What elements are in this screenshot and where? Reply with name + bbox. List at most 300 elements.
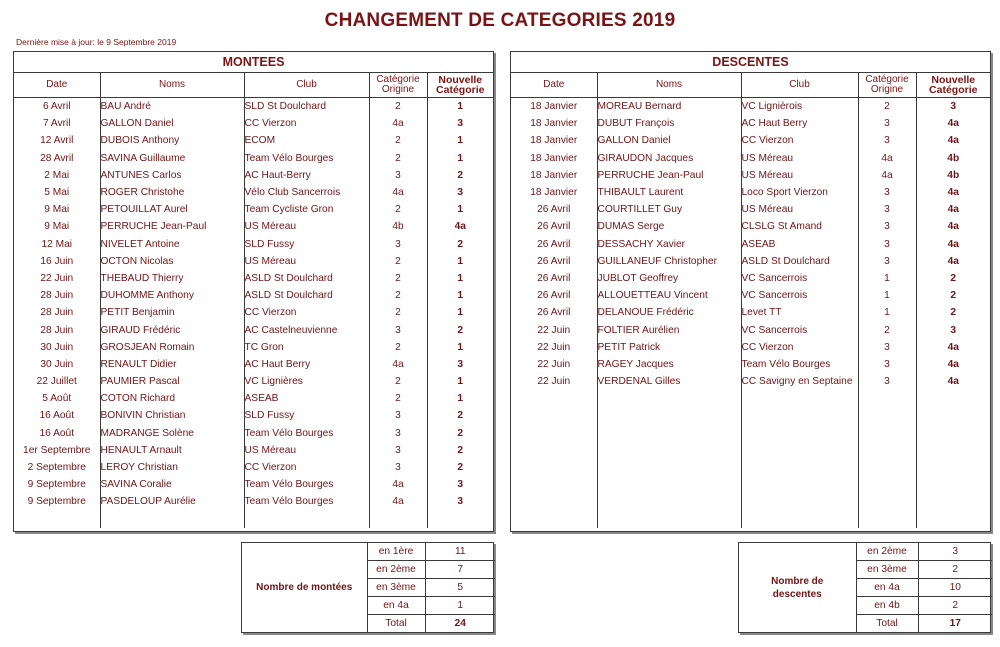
empty-cell [511, 511, 597, 528]
table-row [14, 287, 493, 304]
table-row [14, 339, 493, 356]
row-category-origin: 4a [858, 167, 916, 184]
table-row [14, 373, 493, 390]
row-date: 1er Septembre [23, 444, 91, 456]
empty-cell [916, 493, 990, 510]
table-row [14, 270, 493, 287]
summary-cat: en 4b [856, 597, 918, 615]
row-category-origin: 3 [369, 407, 427, 424]
row-name: COTON Richard [100, 390, 244, 407]
row-date: 26 Avril [537, 290, 571, 302]
row-club: CC Vierzon [244, 304, 369, 321]
summary-montees [241, 542, 494, 633]
table-row [511, 132, 990, 149]
descentes-rows [511, 98, 990, 528]
row-category-origin: 3 [858, 373, 916, 390]
row-date: 18 Janvier [530, 101, 578, 113]
row-category-new: 4a [916, 184, 990, 201]
row-name: DUHOMME Anthony [100, 287, 244, 304]
row-date: 16 Août [39, 410, 75, 422]
empty-cell [511, 476, 597, 493]
row-name: DUBUT François [597, 115, 741, 132]
summary-count: 10 [918, 578, 992, 596]
empty-cell [100, 511, 244, 528]
summary-count: 7 [425, 560, 495, 578]
table-row [511, 98, 990, 116]
summary-cat: en 4a [367, 597, 425, 615]
row-category-origin: 3 [858, 236, 916, 253]
table-row [14, 236, 493, 253]
col-header-noms: Noms [597, 73, 741, 98]
row-category-new: 4a [916, 115, 990, 132]
row-category-origin: 2 [369, 287, 427, 304]
row-category-origin: 1 [858, 270, 916, 287]
empty-row [511, 459, 990, 476]
row-category-new: 2 [916, 304, 990, 321]
row-name: FOLTIER Aurélien [597, 321, 741, 338]
summary-cat: en 4a [856, 578, 918, 596]
table-row [14, 407, 493, 424]
summary-cat: en 1ère [367, 543, 425, 560]
row-name: OCTON Nicolas [100, 253, 244, 270]
row-club: SLD St Doulchard [244, 98, 369, 116]
empty-cell [916, 459, 990, 476]
row-name: NIVELET Antoine [100, 236, 244, 253]
row-club: ASLD St Doulchard [244, 287, 369, 304]
table-row [14, 132, 493, 149]
empty-cell [597, 459, 741, 476]
row-club: VC Sancerrois [741, 270, 858, 287]
empty-cell [741, 425, 858, 442]
summary-descentes [738, 542, 991, 633]
empty-cell [427, 511, 493, 528]
table-row [14, 493, 493, 510]
empty-cell [858, 459, 916, 476]
row-date: 12 Avril [40, 135, 74, 147]
table-row [511, 115, 990, 132]
row-date: 9 Septembre [27, 496, 86, 508]
row-date: 26 Avril [537, 204, 571, 216]
empty-cell [511, 459, 597, 476]
empty-cell [741, 442, 858, 459]
row-category-origin: 3 [369, 236, 427, 253]
table-row [14, 201, 493, 218]
empty-cell [511, 407, 597, 424]
table-row [14, 184, 493, 201]
empty-cell [511, 442, 597, 459]
row-date: 18 Janvier [530, 187, 578, 199]
table-row [14, 253, 493, 270]
empty-cell [244, 511, 369, 528]
row-club: SLD Fussy [244, 236, 369, 253]
row-date: 26 Avril [537, 221, 571, 233]
row-name: PAUMIER Pascal [100, 373, 244, 390]
row-category-new: 1 [427, 132, 493, 149]
row-date: 28 Juin [40, 324, 74, 336]
empty-cell [741, 407, 858, 424]
table-row [511, 304, 990, 321]
col-header-club: Club [244, 73, 369, 98]
row-name: PETIT Patrick [597, 339, 741, 356]
row-category-new: 2 [427, 442, 493, 459]
empty-cell [916, 511, 990, 528]
empty-cell [916, 442, 990, 459]
row-club: VC Lignières [244, 373, 369, 390]
table-row [511, 167, 990, 184]
row-club: Team Vélo Bourges [244, 150, 369, 167]
row-category-new: 4a [916, 132, 990, 149]
row-category-origin: 4a [858, 150, 916, 167]
row-date: 30 Juin [40, 358, 74, 370]
empty-cell [14, 511, 100, 528]
row-club: CC Vierzon [741, 132, 858, 149]
summary-cat: en 2ème [856, 543, 918, 560]
summary-count: 2 [918, 560, 992, 578]
row-category-new: 4a [916, 236, 990, 253]
row-category-new: 2 [427, 425, 493, 442]
row-category-new: 4b [916, 150, 990, 167]
row-date: 5 Mai [44, 187, 70, 199]
row-name: DUMAS Serge [597, 218, 741, 235]
row-club: Team Vélo Bourges [244, 476, 369, 493]
summary-cat: en 3ème [367, 578, 425, 596]
row-club: ASEAB [741, 236, 858, 253]
row-name: GALLON Daniel [597, 132, 741, 149]
row-name: GIRAUD Frédéric [100, 321, 244, 338]
row-category-new: 1 [427, 287, 493, 304]
row-category-new: 2 [427, 167, 493, 184]
row-category-origin: 3 [858, 115, 916, 132]
row-category-origin: 3 [858, 253, 916, 270]
table-row [14, 442, 493, 459]
row-name: PERRUCHE Jean-Paul [100, 218, 244, 235]
empty-row [511, 390, 990, 407]
row-name: MADRANGE Solène [100, 425, 244, 442]
row-category-origin: 3 [858, 356, 916, 373]
empty-cell [597, 476, 741, 493]
row-name: DUBOIS Anthony [100, 132, 244, 149]
empty-cell [597, 407, 741, 424]
empty-cell [858, 407, 916, 424]
row-category-new: 1 [427, 339, 493, 356]
row-date: 26 Avril [537, 307, 571, 319]
row-date: 18 Janvier [530, 118, 578, 130]
summary-descentes-label: Nombre de descentes [739, 543, 856, 632]
row-club: Team Vélo Bourges [244, 425, 369, 442]
last-update-note: Dernière mise à jour: le 9 Septembre 2019 [16, 37, 177, 47]
empty-row [14, 511, 493, 528]
montees-rows [14, 98, 493, 528]
col-header-nouvelle: Nouvelle Catégorie [427, 73, 493, 98]
row-club: ASLD St Doulchard [741, 253, 858, 270]
row-category-new: 4a [916, 218, 990, 235]
row-category-new: 4a [916, 356, 990, 373]
empty-cell [916, 407, 990, 424]
empty-row [511, 493, 990, 510]
row-name: MOREAU Bernard [597, 98, 741, 116]
row-date: 22 Juin [537, 324, 571, 336]
summary-total-label: Total [367, 615, 425, 632]
row-category-new: 3 [427, 184, 493, 201]
empty-cell [741, 493, 858, 510]
empty-cell [597, 511, 741, 528]
summary-count: 11 [425, 543, 495, 560]
row-date: 2 Septembre [27, 462, 86, 474]
row-category-origin: 3 [369, 167, 427, 184]
row-category-new: 1 [427, 150, 493, 167]
row-date: 12 Mai [41, 238, 73, 250]
row-date: 9 Septembre [27, 479, 86, 491]
table-row [14, 304, 493, 321]
row-category-new: 3 [427, 115, 493, 132]
row-name: ALLOUETTEAU Vincent [597, 287, 741, 304]
row-name: DESSACHY Xavier [597, 236, 741, 253]
row-name: COURTILLET Guy [597, 201, 741, 218]
row-club: ECOM [244, 132, 369, 149]
summary-montees-label: Nombre de montées [242, 543, 367, 632]
row-category-origin: 3 [369, 425, 427, 442]
empty-cell [511, 425, 597, 442]
row-category-new: 4b [916, 167, 990, 184]
row-category-origin: 3 [369, 459, 427, 476]
empty-cell [741, 511, 858, 528]
table-row [14, 98, 493, 116]
empty-row [511, 511, 990, 528]
table-row [511, 184, 990, 201]
row-date: 16 Août [39, 427, 75, 439]
row-category-origin: 4a [369, 115, 427, 132]
row-category-new: 3 [427, 493, 493, 510]
table-row [511, 321, 990, 338]
row-club: SLD Fussy [244, 407, 369, 424]
row-category-new: 1 [427, 253, 493, 270]
montees-title: MONTEES [14, 52, 493, 73]
row-date: 18 Janvier [530, 135, 578, 147]
row-category-new: 1 [427, 390, 493, 407]
empty-cell [597, 425, 741, 442]
table-row [14, 425, 493, 442]
col-header-date: Date [511, 73, 597, 98]
empty-cell [597, 390, 741, 407]
row-category-origin: 2 [369, 150, 427, 167]
row-club: CC Vierzon [741, 339, 858, 356]
row-category-origin: 4a [369, 184, 427, 201]
row-club: AC Haut Berry [741, 115, 858, 132]
row-date: 2 Mai [44, 169, 70, 181]
row-name: PERRUCHE Jean-Paul [597, 167, 741, 184]
summary-total-value: 17 [918, 615, 992, 632]
row-date: 7 Avril [42, 118, 71, 130]
row-name: RAGEY Jacques [597, 356, 741, 373]
summary-total-value: 24 [425, 615, 495, 632]
row-category-origin: 2 [369, 390, 427, 407]
table-row [14, 459, 493, 476]
row-date: 9 Mai [44, 221, 70, 233]
table-row [511, 150, 990, 167]
table-row [511, 218, 990, 235]
table-row [14, 321, 493, 338]
empty-cell [916, 425, 990, 442]
row-club: US Méreau [741, 167, 858, 184]
row-name: LEROY Christian [100, 459, 244, 476]
row-category-new: 2 [427, 236, 493, 253]
row-name: PETIT Benjamin [100, 304, 244, 321]
row-category-new: 4a [916, 253, 990, 270]
page-title: CHANGEMENT DE CATEGORIES 2019 [324, 10, 676, 31]
row-category-origin: 3 [369, 321, 427, 338]
row-category-new: 1 [427, 201, 493, 218]
row-date: 18 Janvier [530, 169, 578, 181]
col-header-origine: Catégorie Origine [858, 73, 916, 98]
row-category-origin: 3 [858, 201, 916, 218]
empty-row [511, 425, 990, 442]
table-row [511, 356, 990, 373]
row-name: THEBAUD Thierry [100, 270, 244, 287]
row-category-new: 1 [427, 98, 493, 116]
row-club: AC Castelneuvienne [244, 321, 369, 338]
row-club: Team Cycliste Gron [244, 201, 369, 218]
empty-cell [511, 390, 597, 407]
row-date: 6 Avril [42, 101, 71, 113]
row-name: SAVINA Coralie [100, 476, 244, 493]
row-name: JUBLOT Geoffrey [597, 270, 741, 287]
row-category-origin: 2 [369, 339, 427, 356]
row-name: GUILLANEUF Christopher [597, 253, 741, 270]
row-club: AC Haut Berry [244, 356, 369, 373]
row-name: RENAULT Didier [100, 356, 244, 373]
table-row [14, 476, 493, 493]
row-category-origin: 4b [369, 218, 427, 235]
empty-cell [858, 493, 916, 510]
empty-cell [916, 390, 990, 407]
row-date: 18 Janvier [530, 152, 578, 164]
row-date: 22 Juin [537, 358, 571, 370]
table-row [511, 373, 990, 390]
row-date: 9 Mai [44, 204, 70, 216]
row-club: VC Sancerrois [741, 321, 858, 338]
row-category-new: 4a [916, 339, 990, 356]
table-row [511, 270, 990, 287]
table-row [511, 339, 990, 356]
row-name: SAVINA Guillaume [100, 150, 244, 167]
empty-cell [369, 511, 427, 528]
row-category-new: 3 [427, 356, 493, 373]
table-row [14, 150, 493, 167]
row-name: VERDENAL Gilles [597, 373, 741, 390]
montees-header-row [14, 73, 493, 98]
row-club: US Méreau [244, 253, 369, 270]
row-name: GALLON Daniel [100, 115, 244, 132]
row-category-origin: 2 [369, 201, 427, 218]
row-name: GROSJEAN Romain [100, 339, 244, 356]
empty-row [511, 407, 990, 424]
table-row [14, 218, 493, 235]
row-category-new: 4a [916, 201, 990, 218]
summary-cat: en 3ème [856, 560, 918, 578]
col-header-noms: Noms [100, 73, 244, 98]
table-row [14, 115, 493, 132]
row-date: 26 Avril [537, 255, 571, 267]
table-row [14, 356, 493, 373]
row-club: Team Vélo Bourges [244, 493, 369, 510]
row-category-new: 3 [916, 321, 990, 338]
row-category-new: 1 [427, 304, 493, 321]
table-row [14, 390, 493, 407]
descentes-title: DESCENTES [511, 52, 990, 73]
row-date: 16 Juin [40, 255, 74, 267]
row-date: 22 Juillet [36, 376, 77, 388]
empty-cell [916, 476, 990, 493]
row-club: CC Savigny en Septaine [741, 373, 858, 390]
summary-count: 2 [918, 597, 992, 615]
summary-count: 5 [425, 578, 495, 596]
row-category-origin: 2 [369, 304, 427, 321]
row-club: VC Sancerrois [741, 287, 858, 304]
row-club: Loco Sport Vierzon [741, 184, 858, 201]
row-category-new: 4a [427, 218, 493, 235]
empty-cell [741, 459, 858, 476]
row-category-origin: 2 [369, 132, 427, 149]
summary-count: 1 [425, 597, 495, 615]
row-club: Levet TT [741, 304, 858, 321]
descentes-panel [510, 51, 991, 532]
col-header-date: Date [14, 73, 100, 98]
row-category-new: 2 [427, 321, 493, 338]
empty-row [511, 442, 990, 459]
empty-cell [741, 476, 858, 493]
row-category-new: 1 [427, 373, 493, 390]
empty-cell [858, 442, 916, 459]
row-name: PETOUILLAT Aurel [100, 201, 244, 218]
row-category-origin: 3 [858, 339, 916, 356]
montees-table [14, 73, 493, 528]
row-club: US Méreau [244, 218, 369, 235]
row-date: 28 Juin [40, 290, 74, 302]
row-name: GIRAUDON Jacques [597, 150, 741, 167]
row-date: 22 Juin [537, 341, 571, 353]
row-category-origin: 3 [858, 218, 916, 235]
row-club: CC Vierzon [244, 115, 369, 132]
row-category-origin: 2 [369, 253, 427, 270]
row-category-origin: 3 [369, 442, 427, 459]
row-club: CLSLG St Amand [741, 218, 858, 235]
row-club: TC Gron [244, 339, 369, 356]
col-header-nouvelle: Nouvelle Catégorie [916, 73, 990, 98]
row-club: ASEAB [244, 390, 369, 407]
row-date: 28 Juin [40, 307, 74, 319]
summary-count: 3 [918, 543, 992, 560]
row-category-origin: 2 [369, 373, 427, 390]
row-name: DELANOUE Frédéric [597, 304, 741, 321]
col-header-origine: Catégorie Origine [369, 73, 427, 98]
row-category-origin: 1 [858, 304, 916, 321]
row-date: 26 Avril [537, 238, 571, 250]
empty-row [511, 476, 990, 493]
row-category-origin: 2 [369, 270, 427, 287]
row-category-new: 2 [427, 407, 493, 424]
summary-total-label: Total [856, 615, 918, 632]
row-date: 22 Juin [537, 376, 571, 388]
table-row [14, 167, 493, 184]
empty-cell [858, 476, 916, 493]
row-club: Team Vélo Bourges [741, 356, 858, 373]
empty-cell [511, 493, 597, 510]
row-category-origin: 1 [858, 287, 916, 304]
montees-panel [13, 51, 494, 532]
empty-cell [597, 442, 741, 459]
row-name: BAU André [100, 98, 244, 116]
descentes-table [511, 73, 990, 528]
